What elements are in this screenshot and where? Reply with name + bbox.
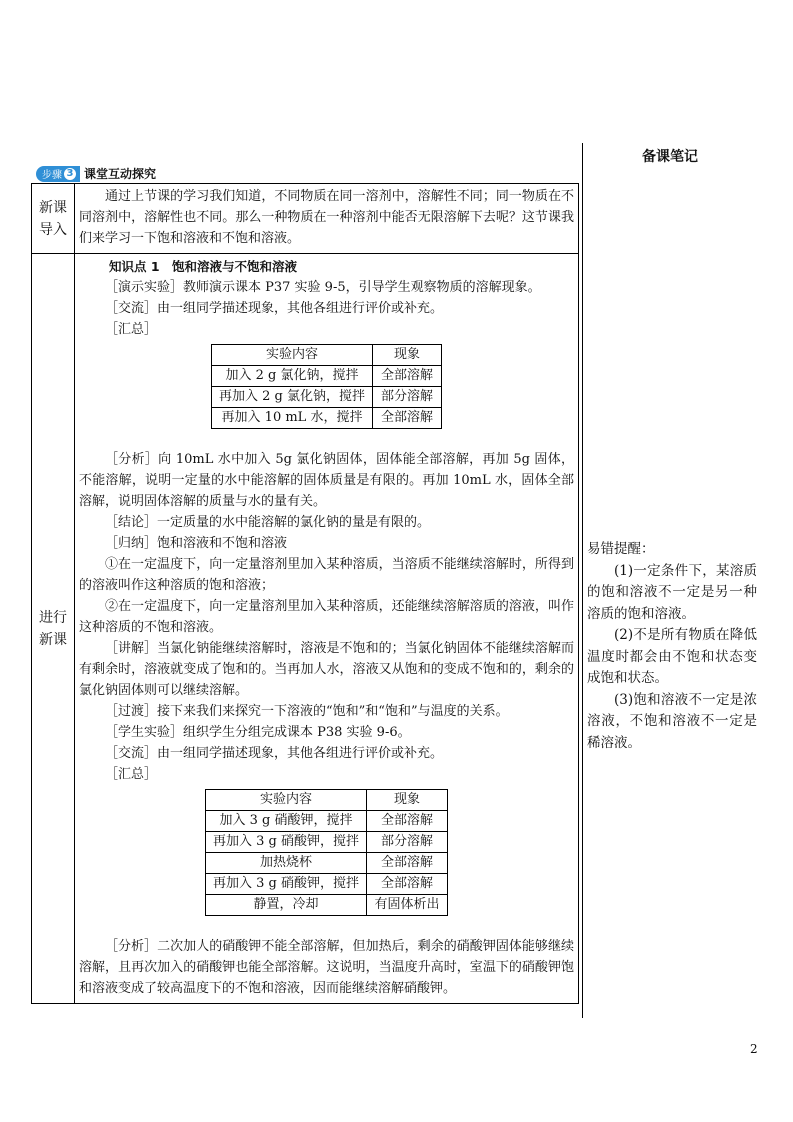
induction-paragraph: ［归纳］饱和溶液和不饱和溶液 bbox=[105, 536, 288, 551]
table1-cell: 全部溶解 bbox=[373, 408, 442, 429]
table-row bbox=[206, 874, 448, 895]
table2-cell: 再加入 3 g 硝酸钾，搅拌 bbox=[206, 874, 367, 895]
side-note-item: (2)不是所有物质在降低温度时都会由不饱和状态变成饱和状态。 bbox=[587, 627, 757, 686]
side-note-item: (1)一定条件下，某溶质的饱和溶液不一定是另一种溶质的饱和溶液。 bbox=[587, 562, 757, 622]
intro-label-text: 新课导入 bbox=[39, 199, 67, 238]
step-badge bbox=[36, 166, 80, 182]
student-experiment-paragraph: ［学生实验］组织学生分组完成课本 P38 实验 9-6。 bbox=[105, 725, 411, 740]
lesson-table bbox=[31, 183, 579, 1004]
new-lesson-content-cell bbox=[75, 254, 579, 1004]
unsaturated-definition: ②在一定温度下，向一定量溶剂里加入某种溶质，还能继续溶解溶质的溶液，叫作这种溶质的不饱和溶液。 bbox=[79, 599, 574, 635]
table-row bbox=[206, 895, 448, 916]
step-header bbox=[36, 165, 156, 182]
intro-content-cell bbox=[75, 184, 579, 254]
table-row bbox=[206, 811, 448, 832]
side-note-item: (3)饱和溶液不一定是浓溶液，不饱和溶液不一定是稀溶液。 bbox=[587, 691, 757, 751]
step-title: 课堂互动探究 bbox=[84, 167, 157, 181]
knowledge-point-title: 知识点 1 饱和溶液与不饱和溶液 bbox=[109, 259, 298, 274]
side-notes-heading: 易错提醒： bbox=[587, 541, 655, 557]
notes-divider-line bbox=[582, 143, 583, 1018]
exchange-paragraph: ［交流］由一组同学描述现象，其他各组进行评价或补充。 bbox=[105, 301, 444, 316]
table-row bbox=[212, 366, 442, 387]
table-row bbox=[212, 387, 442, 408]
experiment-table-2 bbox=[205, 789, 448, 916]
step-number: 3 bbox=[64, 168, 76, 180]
side-notes bbox=[587, 539, 757, 754]
intro-row bbox=[32, 184, 579, 254]
table2-cell: 全部溶解 bbox=[367, 853, 448, 874]
conclusion-paragraph: ［结论］一定质量的水中能溶解的氯化钠的量是有限的。 bbox=[105, 515, 431, 530]
table-row bbox=[206, 832, 448, 853]
table1-header-content: 实验内容 bbox=[212, 345, 373, 366]
table2-cell: 全部溶解 bbox=[367, 874, 448, 895]
table2-cell: 部分溶解 bbox=[367, 832, 448, 853]
table2-cell: 静置，冷却 bbox=[206, 895, 367, 916]
table1-cell: 再加入 10 mL 水，搅拌 bbox=[212, 408, 373, 429]
explanation-paragraph: ［讲解］当氯化钠能继续溶解时，溶液是不饱和的；当氯化钠固体不能继续溶解而有剩余时，溶液就变成了饱和的。当再加人水，溶液又从饱和的变成不饱和的，剩余的氯化钠固体则可以继续溶解。 bbox=[79, 641, 574, 698]
demo-experiment-paragraph: ［演示实验］教师演示课本 P37 实验 9-5，引导学生观察物质的溶解现象。 bbox=[105, 280, 541, 295]
notes-title: 备课笔记 bbox=[642, 149, 698, 165]
table2-cell: 有固体析出 bbox=[367, 895, 448, 916]
transition-paragraph: ［过渡］接下来我们来探究一下溶液的“饱和”和“饱和”与温度的关系。 bbox=[105, 704, 509, 719]
table1-cell: 部分溶解 bbox=[373, 387, 442, 408]
table-row bbox=[212, 408, 442, 429]
table2-header-content: 实验内容 bbox=[206, 790, 367, 811]
step-badge-label: 步骤 bbox=[42, 170, 62, 181]
table2-cell: 加入 3 g 硝酸钾，搅拌 bbox=[206, 811, 367, 832]
table2-cell: 加热烧杯 bbox=[206, 853, 367, 874]
table1-cell: 全部溶解 bbox=[373, 366, 442, 387]
new-lesson-label-text: 进行新课 bbox=[39, 609, 67, 648]
table1-header-phenomenon: 现象 bbox=[373, 345, 442, 366]
summary-label-2: ［汇总］ bbox=[105, 767, 158, 782]
exchange-paragraph-2: ［交流］由一组同学描述现象，其他各组进行评价或补充。 bbox=[105, 746, 444, 761]
table1-cell: 再加入 2 g 氯化钠，搅拌 bbox=[212, 387, 373, 408]
summary-label: ［汇总］ bbox=[105, 322, 158, 337]
analysis-paragraph-2: ［分析］二次加人的硝酸钾不能全部溶解，但加热后，剩余的硝酸钾固体能够继续溶解，且再次加入的硝酸钾也能全部溶解。这说明，当温度升高时，室温下的硝酸钾饱和溶液变成了较高温度下的不饱和溶液，因而能继续溶解硝酸钾。 bbox=[79, 939, 574, 996]
analysis-paragraph-1: ［分析］向 10mL 水中加入 5g 氯化钠固体，固体能全部溶解，再加 5g 固体，不能溶解，说明一定量的水中能溶解的固体质量是有限的。再加 10mL 水，固体全部溶解，说明固体溶解的质量与水的量有关。 bbox=[79, 452, 574, 509]
intro-label bbox=[32, 184, 75, 254]
new-lesson-row bbox=[32, 254, 579, 1004]
saturated-definition: ①在一定温度下，向一定量溶剂里加入某种溶质，当溶质不能继续溶解时，所得到的溶液叫作这种溶质的饱和溶液； bbox=[79, 557, 574, 593]
new-lesson-label bbox=[32, 254, 75, 1004]
intro-paragraph: 通过上节课的学习我们知道，不同物质在同一溶剂中，溶解性不同；同一物质在不同溶剂中，溶解性也不同。那么一种物质在一种溶剂中能否无限溶解下去呢？这节课我们来学习一下饱和溶液和不饱和溶液。 bbox=[79, 189, 574, 246]
page-number: 2 bbox=[750, 1042, 758, 1056]
table2-cell: 再加入 3 g 硝酸钾，搅拌 bbox=[206, 832, 367, 853]
table2-header-phenomenon: 现象 bbox=[367, 790, 448, 811]
table1-cell: 加入 2 g 氯化钠，搅拌 bbox=[212, 366, 373, 387]
table2-cell: 全部溶解 bbox=[367, 811, 448, 832]
experiment-table-1 bbox=[211, 344, 442, 429]
table-row bbox=[206, 853, 448, 874]
